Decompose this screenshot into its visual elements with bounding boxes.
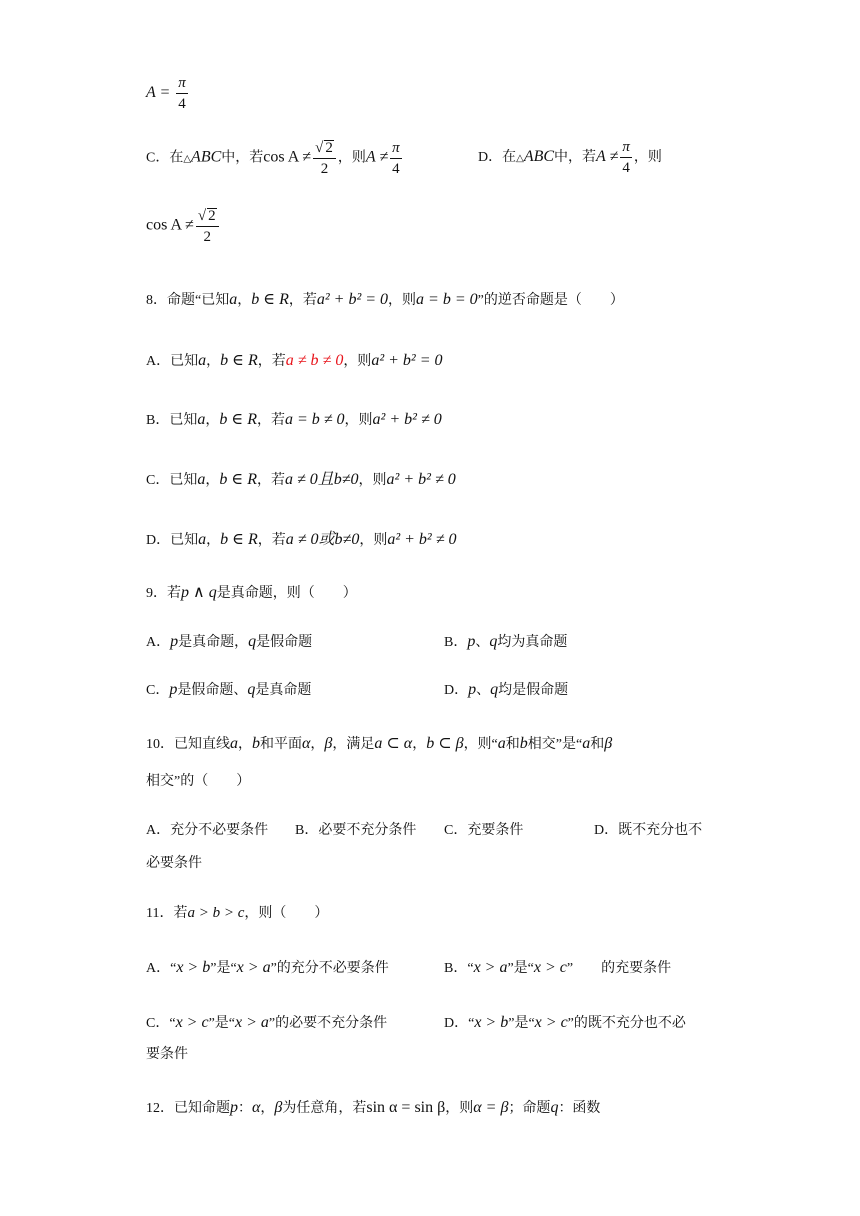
q7-option-c: C．在△ABC中，若cos A ≠ $\frac{√ 2}{2}$ ，则A ≠ $\frac{\pi}{4}$ <box>146 139 400 177</box>
q9-stem: 9．若p ∧ q是真命题，则（ ） <box>146 584 357 601</box>
fraction: $\frac{\pi}{4}$ <box>622 139 630 176</box>
fraction: $\frac{√ 2}{2}$ <box>196 208 219 245</box>
q11-option-a: A．“x > b”是“x > a”的充分不必要条件 <box>146 959 389 976</box>
q10-option-a: A．充分不必要条件 <box>146 823 269 838</box>
q10-option-d-continued: 必要条件 <box>146 856 202 871</box>
q10-option-b: B．必要不充分条件 <box>295 823 417 838</box>
q9-option-a: A．p是真命题，q是假命题 <box>146 633 313 650</box>
q10-stem: 10．已知直线a，b和平面α，β，满足a ⊂ α，b ⊂ β，则“a和b相交”是“a和β <box>146 735 613 752</box>
q10-option-d: D．既不充分也不 <box>594 823 703 838</box>
highlighted-condition: a ≠ b ≠ 0 <box>285 352 344 369</box>
q9-option-c: C．p是假命题、q是真命题 <box>146 681 312 698</box>
q8-stem: 8．命题“已知a，b ∈ R，若a² + b² = 0，则a = b = 0”的逆否命题是（ ） <box>146 291 624 308</box>
fraction: $\frac{√ 2}{2}$ <box>313 140 336 177</box>
q8-option-a: A．已知a，b ∈ R，若a ≠ b ≠ 0，则a² + b² = 0 <box>146 352 443 369</box>
continuation-line <box>146 76 190 112</box>
q7-option-d-continued: cos A ≠ $\frac{√ 2}{2}$ <box>146 208 221 245</box>
q9-option-b: B．p、q均为真命题 <box>444 633 568 650</box>
q8-option-c: C．已知a，b ∈ R，若a ≠ 0且b≠0，则a² + b² ≠ 0 <box>146 471 456 488</box>
q10-stem-continued: 相交”的（ ） <box>146 774 251 789</box>
q8-option-b: B．已知a，b ∈ R，若a = b ≠ 0，则a² + b² ≠ 0 <box>146 411 442 428</box>
fraction: $\frac{\pi}{4}$ <box>392 139 400 177</box>
fraction: $\frac{\pi}{4}$ <box>178 75 186 112</box>
q7-option-d: D．在△ABC中，若A ≠ $\frac{\pi}{4}$ ，则 <box>478 139 662 176</box>
q11-option-d: D．“x > b”是“x > c”的既不充分也不必 <box>444 1014 686 1031</box>
q11-option-c: C．“x > c”是“x > a”的必要不充分条件 <box>146 1014 388 1031</box>
q10-option-c: C．充要条件 <box>444 823 524 838</box>
q8-option-d: D．已知a，b ∈ R，若a ≠ 0或b≠0，则a² + b² ≠ 0 <box>146 531 457 548</box>
math-lhs: A = <box>146 84 175 102</box>
q11-stem: 11．若a > b > c，则（ ） <box>146 905 329 921</box>
q11-option-d-continued: 要条件 <box>146 1047 188 1062</box>
q11-option-b: B．“x > a”是“x > c” 的充要条件 <box>444 959 672 976</box>
q12-stem: 12．已知命题p：α，β为任意角，若sin α = sin β，则α = β；命题q：函数 <box>146 1099 601 1116</box>
q9-option-d: D．p、q均是假命题 <box>444 681 569 698</box>
